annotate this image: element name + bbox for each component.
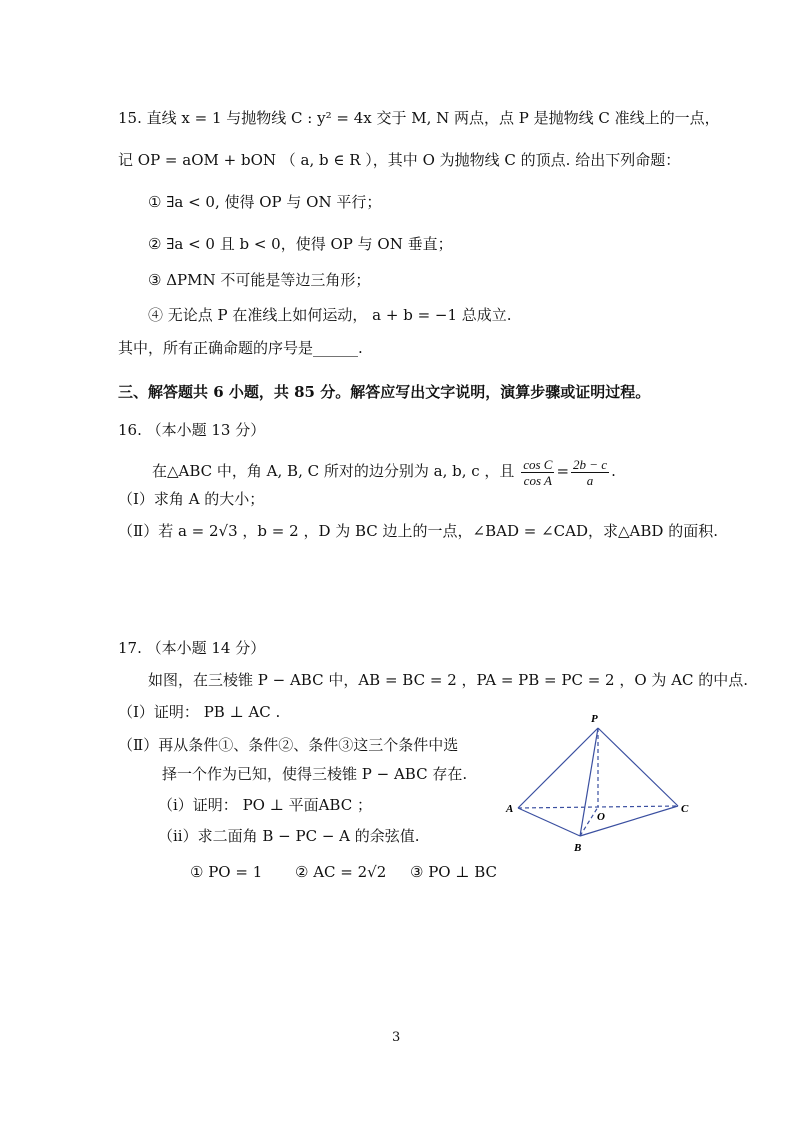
q17-condition-3: ③ PO ⊥ BC [410, 863, 498, 881]
q16-stem-text: 在△ABC 中，角 A, B, C 所对的边分别为 a, b, c ，且 [152, 462, 515, 480]
q16-frac-left-num: cos C [523, 456, 553, 472]
q16-equals: = [556, 462, 570, 480]
q16-stem-end: . [611, 462, 616, 480]
edge-PC [598, 728, 678, 806]
q15-line2: 记 OP = aOM + bON （ a, b ∈ R ），其中 O 为抛物线 C 的顶点. 给出下列命题： [118, 151, 681, 169]
section-3-heading: 三、解答题共 6 小题，共 85 分。解答应写出文字说明，演算步骤或证明过程。 [118, 383, 651, 401]
vertex-label-P: P [591, 713, 598, 725]
q16-part2: （Ⅱ）若 a = 2√3 ，b = 2 ，D 为 BC 边上的一点，∠BAD = ∠CAD，求△ABD 的面积. [118, 522, 718, 540]
q16-fraction-left [521, 457, 554, 488]
q16-frac-left-den: cos A [523, 472, 552, 488]
q15-option-3: ③ ΔPMN 不可能是等边三角形； [148, 271, 371, 289]
q15-question: 其中，所有正确命题的序号是______. [118, 339, 363, 357]
vertex-label-B: B [574, 842, 582, 854]
q16-header: 16. （本小题 13 分） [118, 421, 266, 439]
q17-sub2: （ii）求二面角 B − PC − A 的余弦值. [158, 827, 420, 845]
q15-line1: 15. 直线 x = 1 与抛物线 C : y² = 4x 交于 M, N 两点，点 P 是抛物线 C 准线上的一点， [118, 109, 720, 127]
page-number: 3 [392, 1030, 401, 1045]
q16-frac-right-num: 2b − c [573, 456, 608, 472]
q15-option-1: ① ∃a < 0, 使得 OP 与 ON 平行； [148, 193, 382, 211]
q15-option-2: ② ∃a < 0 且 b < 0，使得 OP 与 ON 垂直； [148, 235, 453, 253]
edge-BC [580, 806, 678, 836]
q16-stem [152, 454, 616, 488]
point-label-O: O [597, 811, 605, 823]
vertex-label-A: A [506, 803, 514, 815]
q17-condition-2: ② AC = 2√2 [295, 863, 387, 881]
q16-fraction-right [571, 457, 609, 488]
q16-frac-right-den: a [586, 472, 594, 488]
q17-sub1: （i）证明： PO ⊥ 平面ABC ； [158, 796, 372, 814]
q17-stem: 如图，在三棱锥 P − ABC 中，AB = BC = 2 ，PA = PB = PC = 2 ，O 为 AC 的中点. [148, 671, 749, 689]
q17-header: 17. （本小题 14 分） [118, 639, 266, 657]
q16-part1: （Ⅰ）求角 A 的大小； [118, 490, 265, 508]
q17-part2-line1: （Ⅱ）再从条件①、条件②、条件③这三个条件中选 [118, 736, 459, 754]
q15-option-4: ④ 无论点 P 在准线上如何运动， a + b = −1 总成立. [148, 306, 512, 324]
q17-part2-line2: 择一个作为已知，使得三棱锥 P − ABC 存在. [162, 765, 468, 783]
q17-condition-1: ① PO = 1 [190, 863, 263, 881]
edge-AB [518, 808, 580, 836]
edge-PB [580, 728, 598, 836]
vertex-label-C: C [681, 803, 689, 815]
q17-part1: （Ⅰ）证明： PB ⊥ AC . [118, 703, 281, 721]
pyramid-figure [500, 708, 700, 858]
edge-PA [518, 728, 598, 808]
